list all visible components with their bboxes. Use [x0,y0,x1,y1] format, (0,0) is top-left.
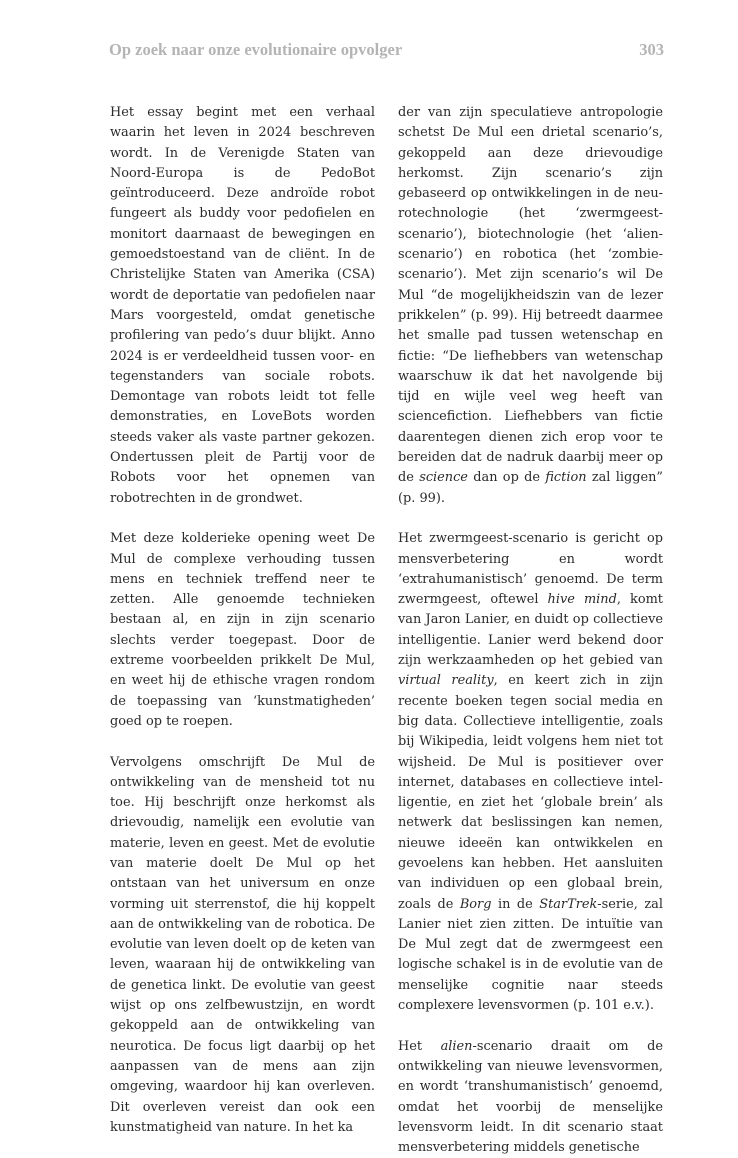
paragraph: Vervolgens omschrijft De Mul de ontwikkeling van de mensheid tot nu toe. Hij beschrijft onze herkomst als drievoudig, namelijk een evolutie van materie, leven en geest. Met de evolutie van materie doelt De Mul op het ontstaan van het universum en onze vorming uit sterrenstof, die hij koppelt aan de ontwikkeling van de robotica. De evolutie van leven doelt op de keten van leven, waaraan hij de ontwikkeling van de genetica linkt. De evolutie van geest wijst op ons zelfbewustzijn, en wordt gekoppeld aan de ontwikkeling van neurotica. De focus ligt daarbij op het aanpassen van de mens aan zijn omgeving, waardoor hij kan overleven. Dit overleven vereist dan ook een kunstmatigheid van nature. In het ka [110,754,375,1135]
text-run: -serie, zal Lanier niet zien zitten. De intuïtie van De Mul zegt dat de zwermgeest een logische schakel is in de evolutie van de menselijke cognitie naar steeds complexere levensvormen (p. 101 e.v.). [398,896,663,1014]
text-run: in de [491,896,540,912]
text-run: , komt van Jaron Lanier, en duidt op collectieve intelligentie. Lanier werd bekend door zijn werkzaamheden op het gebied van [398,592,663,669]
italic-term: StarTrek [539,896,598,912]
text-run: , en keert zich in zijn recente boeken tegen social media en big data. Collectieve intelligentie, zoals bij Wikipedia, leidt volgens hem niet tot wijsheid. De Mul is positiever over internet, databases en collectieve intelligentie, en ziet het ‘globale brein’ als netwerk dat beslissingen kan nemen, nieuwe ideeën kan ontwikkelen en gevoelens kan hebben. Het aansluiten van individuen op een globaal brein, zoals de [398,673,663,912]
paragraph [398,1037,663,1158]
right-column [398,103,663,1158]
text-run: Het [398,1038,441,1054]
text-run: -scenario draait om de ontwikkeling van nieuwe levensvormen, en wordt ‘transhumanistisch’ genoemd, omdat het voorbij de menselijke levensvorm leidt. In dit scenario staat mensverbetering middels genetische [398,1038,663,1156]
paragraph [398,103,663,509]
running-header-title: Op zoek naar onze evolutionaire opvolger [109,40,403,59]
paragraph [398,529,663,1016]
page-number: 303 [639,40,664,59]
text-run: dan op de [467,470,546,486]
text-run: zal liggen” (p. 99). [398,470,663,506]
italic-term: fiction [545,470,587,486]
paragraph: Met deze kolderieke opening weet De Mul de complexe verhouding tussen mens en techniek treffend neer te zetten. Alle genoemde technieken bestaan al, en zijn in zijn scenario slechts verder toegepast. Door de extreme voorbeelden prikkelt De Mul, en weet hij de ethische vragen rondom de toepassing van ‘kunstmatigheden’ goed op te roepen. [110,531,375,729]
text-run: der van zijn speculatieve antropologie schetst De Mul een drietal scenario’s, gekoppeld aan deze drievoudige herkomst. Zijn scenario’s zijn gebaseerd op ontwikkelingen in de neurotechnologie (het ‘zwermgeest-scenario’), biotechnologie (het ‘alien-scenario’) en robotica (het ‘zombie-scenario’). Met zijn scenario’s wil De Mul “de mogelijkheidszin van de lezer prikkelen” (p. 99). Hij betreedt daarmee het smalle pad tussen wetenschap en fictie: “De liefhebbers van wetenschap waarschuw ik dat het navolgende bij tijd en wijle veel weg heeft van sciencefiction. Liefhebbers van fictie daarentegen dienen zich erop voor te bereiden dat de nadruk daarbij meer op de [398,105,663,486]
paragraph: Het essay begint met een verhaal waarin het leven in 2024 beschreven wordt. In de Verenigde Staten van Noord-Europa is de PedoBot geïntroduceerd. Deze androïde robot fungeert als buddy voor pedofielen en monitort daarnaast de bewegingen en gemoedstoestand van de cliënt. In de Christelijke Staten van Amerika (CSA) wordt de deportatie van pedofielen naar Mars voorgesteld, omdat genetische profilering van pedo’s duur blijkt. Anno 2024 is er verdeeldheid tussen voor- en tegenstanders van sociale robots. Demontage van robots leidt tot felle demonstraties, en LoveBots worden steeds vaker als vaste partner gekozen. Ondertussen pleit de Partij voor de Robots voor het opnemen van robotrechten in de grondwet. [110,105,375,506]
italic-term: alien [440,1038,473,1054]
left-column [110,103,375,1138]
italic-term: science [419,470,468,486]
italic-term: virtual reality [398,673,494,689]
italic-term: Borg [459,896,492,912]
italic-term: hive mind [547,592,617,608]
text-run: Het zwermgeest-scenario is gericht op mensverbetering en wordt ‘extrahumanistisch’ genoemd. De term zwermgeest, oftewel [398,531,663,608]
